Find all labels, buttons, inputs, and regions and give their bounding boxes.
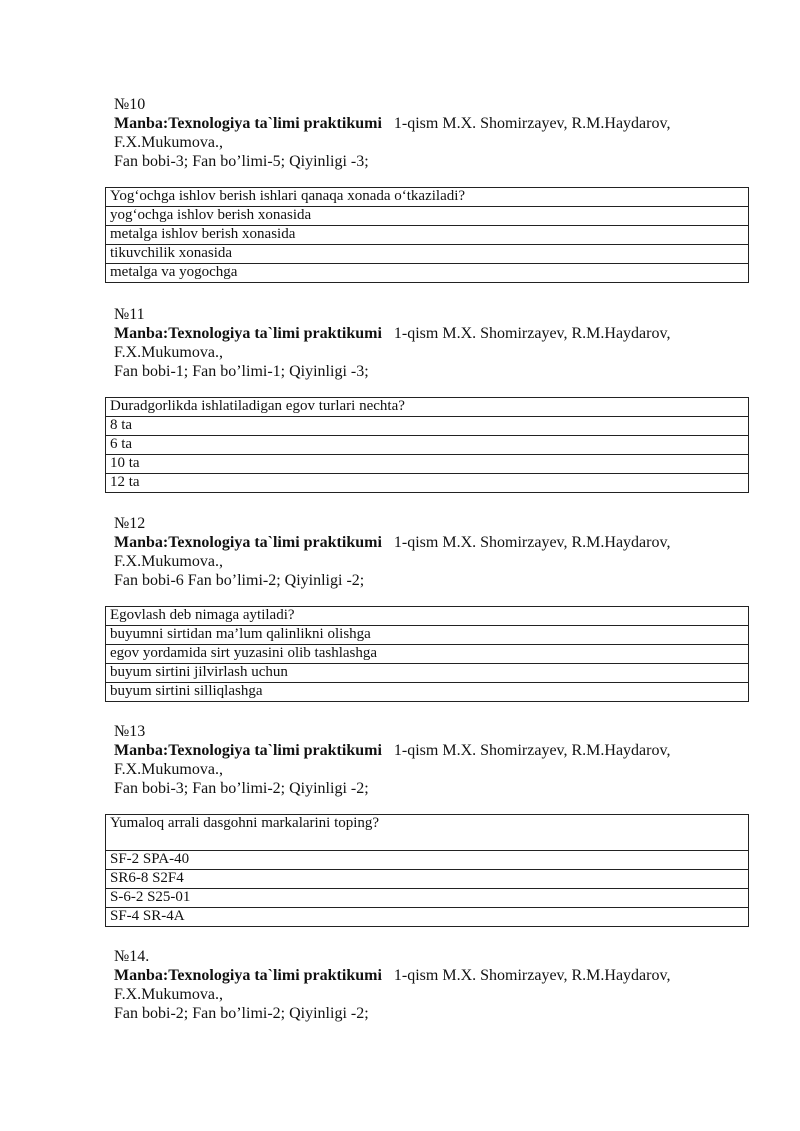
source-continuation: F.X.Mukumova., <box>114 761 223 778</box>
answer-option: tikuvchilik xonasida <box>106 245 749 264</box>
source-title: Manba:Texnologiya ta`limi praktikumi <box>114 534 382 551</box>
question-number: №11 <box>114 306 145 323</box>
source-continuation: F.X.Mukumova., <box>114 553 223 570</box>
question-number: №14. <box>114 948 150 965</box>
question-text: Duradgorlikda ishlatiladigan egov turlari nechta? <box>106 398 749 417</box>
source-authors: 1-qism M.X. Shomirzayev, R.M.Haydarov, <box>393 967 671 984</box>
question-meta: Fan bobi-3; Fan bo’limi-2; Qiyinligi -2; <box>114 780 369 797</box>
question-table-13 <box>105 814 749 927</box>
question-text: Yog‘ochga ishlov berish ishlari qanaqa xonada o‘tkaziladi? <box>106 188 749 207</box>
source-continuation: F.X.Mukumova., <box>114 134 223 151</box>
answer-option: metalga ishlov berish xonasida <box>106 226 749 245</box>
source-line <box>114 324 714 343</box>
answer-option: 8 ta <box>106 417 749 436</box>
question-meta: Fan bobi-6 Fan bo’limi-2; Qiyinligi -2; <box>114 572 365 589</box>
answer-option: buyumni sirtidan ma’lum qalinlikni olishga <box>106 626 749 645</box>
source-authors: 1-qism M.X. Shomirzayev, R.M.Haydarov, <box>393 742 671 759</box>
answer-option: egov yordamida sirt yuzasini olib tashlashga <box>106 645 749 664</box>
source-title: Manba:Texnologiya ta`limi praktikumi <box>114 742 382 759</box>
question-number: №10 <box>114 96 146 113</box>
question-number: №13 <box>114 723 146 740</box>
source-continuation: F.X.Mukumova., <box>114 344 223 361</box>
answer-option: buyum sirtini silliqlashga <box>106 683 749 702</box>
question-header-10 <box>114 95 714 171</box>
source-line <box>114 966 714 985</box>
source-title: Manba:Texnologiya ta`limi praktikumi <box>114 115 382 132</box>
question-table-12 <box>105 606 749 702</box>
question-header-13 <box>114 722 714 798</box>
question-header-14 <box>114 947 714 1023</box>
question-table-11 <box>105 397 749 493</box>
question-meta: Fan bobi-2; Fan bo’limi-2; Qiyinligi -2; <box>114 1005 369 1022</box>
source-line <box>114 741 714 760</box>
source-authors: 1-qism M.X. Shomirzayev, R.M.Haydarov, <box>393 325 671 342</box>
answer-option: metalga va yogochga <box>106 264 749 283</box>
source-line <box>114 533 714 552</box>
question-header-12 <box>114 514 714 590</box>
question-number: №12 <box>114 515 146 532</box>
answer-option: 10 ta <box>106 455 749 474</box>
answer-option: SF-2 SPA-40 <box>106 851 749 870</box>
answer-option: yog‘ochga ishlov berish xonasida <box>106 207 749 226</box>
answer-option: 6 ta <box>106 436 749 455</box>
source-authors: 1-qism M.X. Shomirzayev, R.M.Haydarov, <box>393 115 671 132</box>
question-header-11 <box>114 305 714 381</box>
question-meta: Fan bobi-3; Fan bo’limi-5; Qiyinligi -3; <box>114 153 369 170</box>
question-meta: Fan bobi-1; Fan bo’limi-1; Qiyinligi -3; <box>114 363 369 380</box>
answer-option: 12 ta <box>106 474 749 493</box>
source-title: Manba:Texnologiya ta`limi praktikumi <box>114 967 382 984</box>
answer-option: SR6-8 S2F4 <box>106 870 749 889</box>
source-continuation: F.X.Mukumova., <box>114 986 223 1003</box>
answer-option: SF-4 SR-4A <box>106 908 749 927</box>
answer-option: S-6-2 S25-01 <box>106 889 749 908</box>
source-authors: 1-qism M.X. Shomirzayev, R.M.Haydarov, <box>393 534 671 551</box>
answer-option: buyum sirtini jilvirlash uchun <box>106 664 749 683</box>
source-title: Manba:Texnologiya ta`limi praktikumi <box>114 325 382 342</box>
question-text: Yumaloq arrali dasgohni markalarini toping? <box>106 815 749 851</box>
question-text: Egovlash deb nimaga aytiladi? <box>106 607 749 626</box>
question-table-10 <box>105 187 749 283</box>
source-line <box>114 114 714 133</box>
